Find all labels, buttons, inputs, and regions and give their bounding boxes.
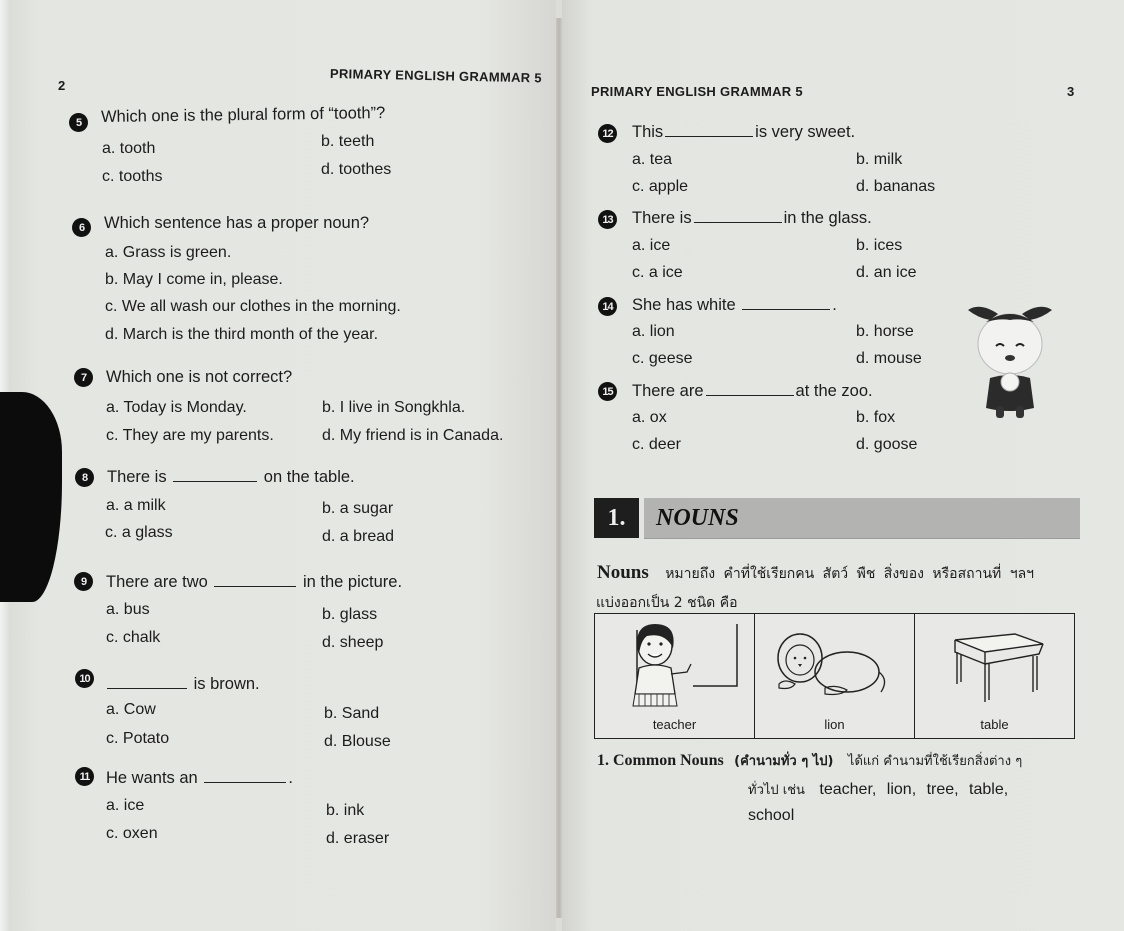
picture-label: lion: [824, 717, 845, 732]
option-d[interactable]: d. March is the third month of the year.: [105, 326, 379, 343]
definition-term: 1. Common Nouns: [597, 752, 724, 769]
prompt-before: He wants an: [106, 769, 198, 787]
table-illustration-icon: [915, 614, 1075, 714]
question-number-badge: 15: [598, 382, 617, 401]
prompt-after: is brown.: [193, 675, 260, 693]
prompt-after: .: [832, 296, 837, 314]
option-a[interactable]: a. lion: [632, 323, 675, 340]
section-title-bar: [644, 498, 1080, 539]
option-c[interactable]: c. a ice: [632, 264, 683, 281]
answer-blank[interactable]: [173, 469, 257, 482]
question-number-badge: 5: [69, 113, 88, 132]
prompt-after: in the glass.: [783, 209, 872, 227]
question-prompt: [106, 769, 293, 788]
question-number-badge: 11: [75, 767, 94, 786]
option-d[interactable]: d. an ice: [856, 264, 917, 281]
answer-blank[interactable]: [107, 676, 187, 689]
question-prompt: Which one is not correct?: [106, 368, 293, 386]
section-banner: [594, 498, 1080, 538]
teacher-illustration-icon: [595, 614, 761, 714]
option-b[interactable]: b. ices: [856, 237, 903, 254]
option-a[interactable]: a. tooth: [102, 140, 156, 157]
prompt-before: There are two: [106, 573, 208, 591]
option-b[interactable]: b. I live in Songkhla.: [322, 399, 466, 416]
option-c[interactable]: c. tooths: [102, 168, 163, 185]
answer-blank[interactable]: [706, 383, 794, 396]
definition-thai-desc: ได้แก่ คำนามที่ใช้เรียกสิ่งต่าง ๆ: [847, 754, 1023, 769]
option-c[interactable]: c. deer: [632, 436, 681, 453]
option-c[interactable]: c. chalk: [106, 629, 161, 646]
running-head-left: PRIMARY ENGLISH GRAMMAR 5: [329, 66, 543, 86]
option-d[interactable]: d. Blouse: [324, 733, 391, 750]
page-number-left: 2: [58, 78, 66, 93]
option-c[interactable]: c. We all wash our clothes in the morning.: [105, 298, 401, 315]
prompt-after: at the zoo.: [795, 382, 873, 400]
question-prompt: [632, 296, 837, 315]
question-number-badge: 12: [598, 124, 617, 143]
option-d[interactable]: d. bananas: [856, 178, 936, 195]
option-a[interactable]: a. a milk: [106, 497, 166, 514]
option-a[interactable]: a. bus: [106, 601, 150, 618]
answer-blank[interactable]: [214, 574, 296, 587]
option-c[interactable]: c. oxen: [106, 825, 158, 842]
option-a[interactable]: a. Cow: [106, 701, 156, 718]
intro-term: Nouns: [597, 562, 649, 583]
prompt-after: .: [288, 769, 293, 787]
question-prompt: [106, 573, 402, 592]
nouns-intro-line-1: [597, 562, 1034, 585]
picture-label: teacher: [652, 717, 697, 732]
picture-table: [594, 613, 1075, 739]
prompt-after: in the picture.: [302, 573, 403, 591]
prompt-after: is very sweet.: [755, 123, 856, 141]
picture-cell-teacher: [595, 614, 755, 738]
option-c[interactable]: c. geese: [632, 350, 693, 367]
prompt-before: This: [632, 123, 664, 141]
book-gutter: [556, 18, 562, 918]
question-number-badge: 7: [74, 368, 93, 387]
option-b[interactable]: b. milk: [856, 151, 903, 168]
left-page: [0, 0, 556, 931]
option-a[interactable]: a. ice: [106, 797, 145, 814]
page-number-right: 3: [1067, 84, 1075, 99]
option-d[interactable]: d. mouse: [856, 350, 922, 367]
option-d[interactable]: d. eraser: [326, 830, 390, 847]
girl-mascot-icon: [960, 300, 1060, 425]
question-number-badge: 8: [75, 468, 94, 487]
intro-thai: หมายถึง คำที่ใช้เรียกคน สัตว์ พืช สิ่งของ หรือสถานที่ ฯลฯ: [665, 566, 1035, 582]
option-d[interactable]: d. goose: [856, 436, 918, 453]
option-a[interactable]: a. Grass is green.: [105, 244, 232, 261]
option-c[interactable]: c. apple: [632, 178, 689, 195]
definition-thai-paren: (คำนามทั่ว ๆ ไป): [734, 754, 834, 769]
option-b[interactable]: b. horse: [856, 323, 914, 340]
option-b[interactable]: b. ink: [326, 802, 365, 819]
option-b[interactable]: b. fox: [856, 409, 896, 426]
question-number-badge: 10: [75, 669, 94, 688]
option-a[interactable]: a. tea: [632, 151, 673, 168]
option-b[interactable]: b. glass: [322, 606, 378, 623]
prompt-before: She has white: [632, 296, 736, 314]
definition-line-2: [748, 779, 1008, 800]
option-b[interactable]: b. teeth: [321, 133, 375, 150]
option-d[interactable]: d. sheep: [322, 634, 384, 651]
option-d[interactable]: d. a bread: [322, 528, 395, 545]
question-number-badge: 9: [74, 572, 93, 591]
question-prompt: [107, 675, 260, 694]
section-number: 1.: [594, 498, 639, 538]
question-prompt: [632, 382, 873, 401]
option-b[interactable]: b. May I come in, please.: [105, 271, 283, 288]
prompt-after: on the table.: [263, 468, 355, 486]
section-title: NOUNS: [656, 505, 739, 531]
definition-examples: teacher, lion, tree, table,: [819, 781, 1009, 798]
question-number-badge: 14: [598, 297, 617, 316]
question-prompt: Which sentence has a proper noun?: [104, 214, 370, 232]
answer-blank[interactable]: [742, 297, 830, 310]
picture-label: table: [980, 717, 1009, 732]
lion-illustration-icon: [755, 614, 905, 714]
option-a[interactable]: a. ox: [632, 409, 667, 426]
running-head-right: PRIMARY ENGLISH GRAMMAR 5: [591, 84, 803, 99]
prompt-before: There is: [107, 468, 167, 486]
answer-blank[interactable]: [665, 124, 753, 137]
answer-blank[interactable]: [204, 770, 286, 783]
nouns-intro-line-2: แบ่งออกเป็น 2 ชนิด คือ: [596, 595, 738, 611]
prompt-before: There are: [632, 382, 704, 400]
definition-thai-prefix: ทั่วไป เช่น: [748, 783, 805, 798]
prompt-before: There is: [632, 209, 692, 227]
question-prompt: [632, 209, 872, 228]
option-a[interactable]: a. ice: [632, 237, 671, 254]
question-number-badge: 13: [598, 210, 617, 229]
option-b[interactable]: b. Sand: [324, 705, 380, 722]
option-c[interactable]: c. They are my parents.: [106, 427, 274, 444]
option-b[interactable]: b. a sugar: [322, 500, 394, 517]
definition-line-3: school: [748, 807, 795, 824]
question-prompt: [632, 123, 855, 142]
picture-cell-table: [915, 614, 1074, 738]
picture-cell-lion: [755, 614, 915, 738]
option-d[interactable]: d. My friend is in Canada.: [322, 427, 504, 444]
answer-blank[interactable]: [694, 210, 782, 223]
option-c[interactable]: c. Potato: [106, 730, 170, 747]
definition-line-1: [597, 750, 1022, 771]
question-prompt: [107, 468, 355, 487]
option-a[interactable]: a. Today is Monday.: [106, 399, 247, 416]
question-number-badge: 6: [72, 218, 91, 237]
option-d[interactable]: d. toothes: [321, 161, 392, 178]
question-prompt: Which one is the plural form of “tooth”?: [100, 104, 386, 126]
option-c[interactable]: c. a glass: [105, 524, 173, 541]
